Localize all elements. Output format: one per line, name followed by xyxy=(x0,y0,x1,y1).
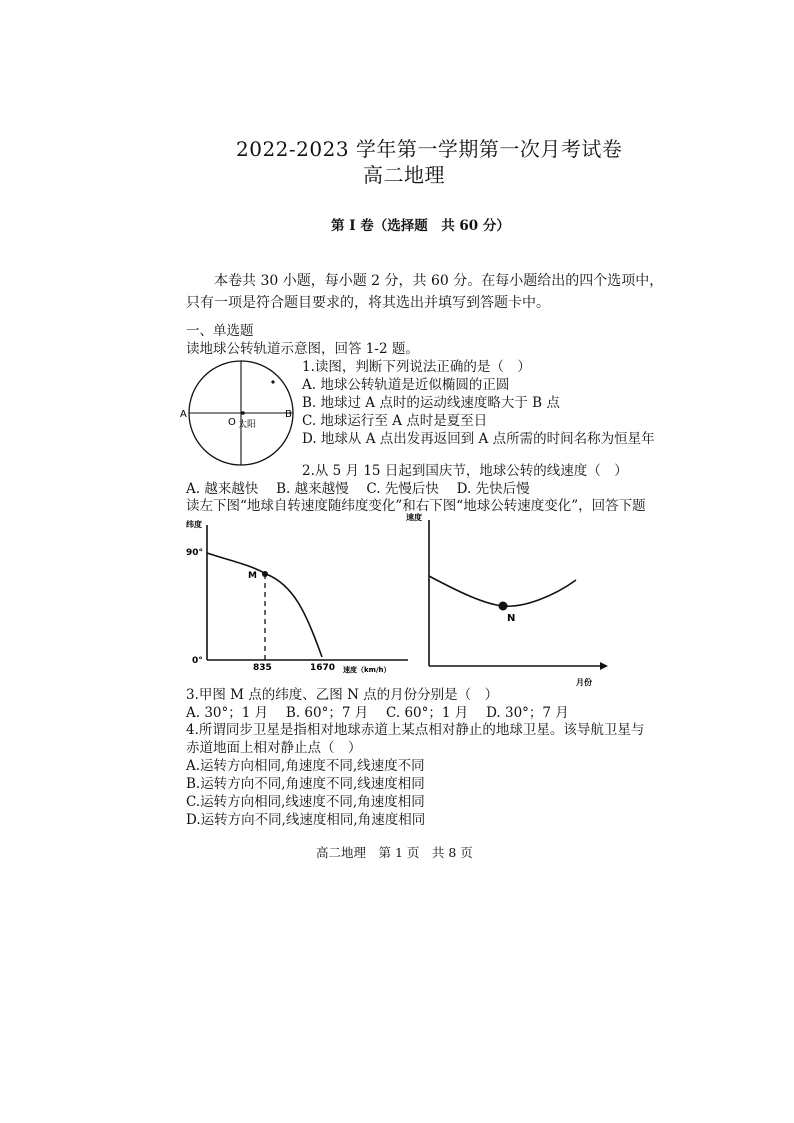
q2-options: A. 越来越快 B. 越来越慢 C. 先慢后快 D. 先快后慢 xyxy=(186,481,530,497)
q4-stem-line-2: 赤道地面上相对静止点（ ） xyxy=(186,740,362,756)
y-axis-label: 纬度 xyxy=(186,520,202,529)
q4-option-c: C.运转方向相同,线速度不同,角速度相同 xyxy=(186,794,425,810)
label-o: O xyxy=(228,417,236,428)
q3-options: A. 30°；1 月 B. 60°；7 月 C. 60°；1 月 D. 30°；7 月 xyxy=(186,705,569,721)
q1-option-a: A. 地球公转轨道是近似椭圆的正圆 xyxy=(302,377,510,393)
label-sun: 太阳 xyxy=(238,420,257,430)
x-axis-label: 速度（km/h） xyxy=(343,666,391,674)
q4-option-a: A.运转方向相同,角速度不同,线速度不同 xyxy=(186,758,425,774)
exam-subject: 高二地理 xyxy=(363,163,445,187)
exam-title: 2022-2023 学年第一学期第一次月考试卷 xyxy=(236,137,623,161)
q3-stem: 3.甲图 M 点的纬度、乙图 N 点的月份分别是（ ） xyxy=(186,687,499,703)
q1-option-b: B. 地球过 A 点时的运动线速度略大于 B 点 xyxy=(302,395,560,411)
x-axis-label: 月份 xyxy=(576,678,592,687)
point-n xyxy=(499,602,508,611)
lead-q1-2: 读地球公转轨道示意图，回答 1-2 题。 xyxy=(186,341,419,357)
q2-stem: 2.从 5 月 15 日起到国庆节，地球公转的线速度（ ） xyxy=(302,463,628,479)
q4-option-d: D.运转方向不同,线速度相同,角速度相同 xyxy=(186,812,426,828)
orbit-diagram xyxy=(176,358,306,470)
x-tick-835: 835 xyxy=(253,663,272,673)
x-axis-arrow xyxy=(600,662,608,670)
intro-line-2: 只有一项是符合题目要求的，将其选出并填写到答题卡中。 xyxy=(186,295,550,311)
q1-option-c: C. 地球运行至 A 点时是夏至日 xyxy=(302,413,488,429)
earth-dot xyxy=(271,380,274,383)
y-tick-90: 90° xyxy=(186,548,204,558)
q1-stem: 1.读图，判断下列说法正确的是（ ） xyxy=(302,359,531,375)
revolution-speed-chart xyxy=(404,510,609,690)
intro-line-1: 本卷共 30 小题，每小题 2 分，共 60 分。在每小题给出的四个选项中， xyxy=(214,273,664,289)
q4-stem-line-1: 4.所谓同步卫星是指相对地球赤道上某点相对静止的地球卫星。该导航卫星与 xyxy=(186,722,645,738)
label-a: A xyxy=(180,409,187,420)
x-tick-1670: 1670 xyxy=(310,663,336,673)
q1-option-d: D. 地球从 A 点出发再返回到 A 点所需的时间名称为恒星年 xyxy=(302,431,655,447)
sun-dot xyxy=(241,411,245,415)
point-m xyxy=(262,571,268,577)
page-footer: 高二地理 第 1 页 共 8 页 xyxy=(316,845,473,860)
lead-q3: 读左下图“地球自转速度随纬度变化”和右下图“地球公转速度变化”，回答下题 xyxy=(186,498,646,514)
section-title: 第 I 卷（选择题 共 60 分） xyxy=(331,218,510,234)
part-heading: 一、单选题 xyxy=(186,323,254,339)
y-tick-0: 0° xyxy=(192,656,203,666)
label-b: B xyxy=(285,409,292,420)
n-label: N xyxy=(507,613,516,624)
m-label: M xyxy=(248,571,257,581)
y-axis-label: 速度 xyxy=(406,513,422,522)
q4-option-b: B.运转方向不同,角速度不同,线速度相同 xyxy=(186,776,425,792)
rotation-speed-chart xyxy=(186,517,411,677)
